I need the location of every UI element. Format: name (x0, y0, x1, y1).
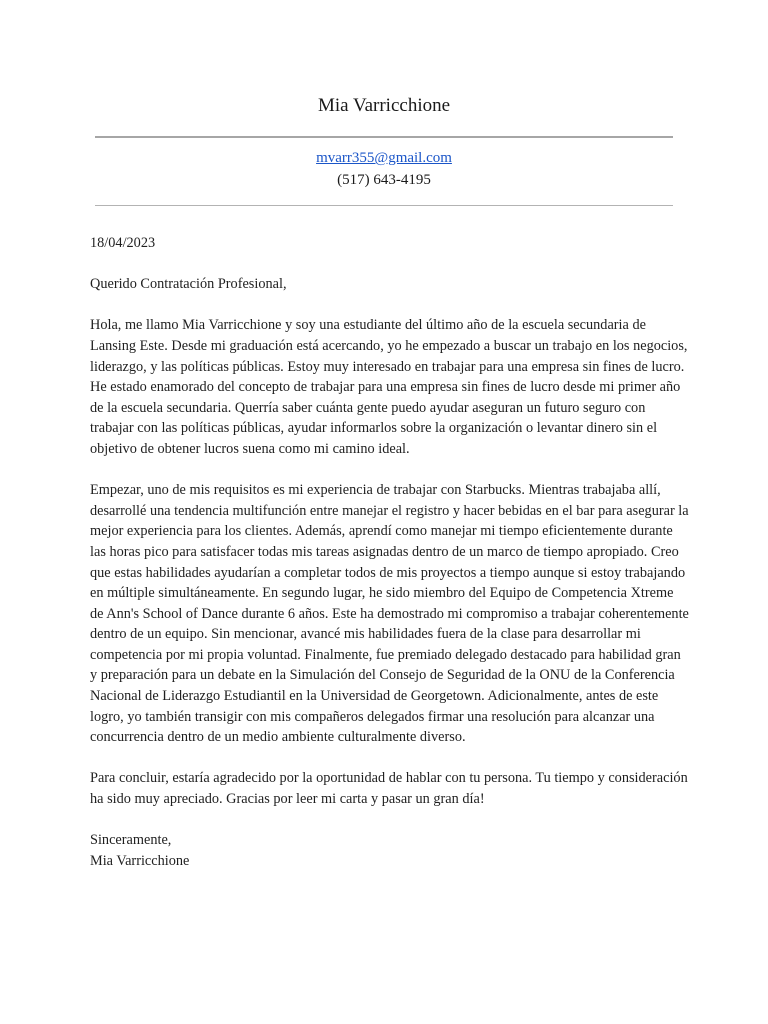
letter-paragraph-conclusion: Para concluir, estaría agradecido por la oportunidad de hablar con tu persona. Tu tiempo y consideración ha sido muy apreciado. Gracias por leer mi carta y pasar un gran día! (90, 770, 688, 808)
letter-signature: Mia Varricchione (90, 852, 190, 869)
letter-paragraph-intro: Hola, me llamo Mia Varricchione y soy una estudiante del último año de la escuela secundaria de Lansing Este. Desde mi graduación está acercando, yo he empezado a buscar un trabajo en los negocios, liderazgo, y las políticas públicas. Estoy muy interesado en trabajar para una empresa sin fines de lucro. He estado enamorado del concepto de trabajar para una empresa sin fines de lucro desde mi primer año de la escuela secundaria. Querría saber cuánta gente puedo ayudar aseguran un futuro seguro con trabajar con las políticas públicas, ayudar informarlos sobre la organización o levantar dinero sin el objetivo de obtener lucros suena como mi camino ideal. (90, 317, 688, 457)
letter-paragraph-experience: Empezar, uno de mis requisitos es mi experiencia de trabajar con Starbucks. Mientras trabajaba allí, desarrollé una tendencia multifunción entre manejar el registro y hacer bebidas en el bar para asegurar la mejor experiencia para los clientes. Además, aprendí como manejar mi tiempo eficientemente durante las horas pico para satisfacer todas mis tareas asignadas dentro de un marco de tiempo apropiado. Creo que estas habilidades ayudarían a completar todos de mis proyectos a tiempo aunque si estoy trabajando en múltiple simultáneamente. En segundo lugar, he sido miembro del Equipo de Competencia Xtreme de Ann's School of Dance durante 6 años. Este ha demostrado mi compromiso a trabajar coherentemente dentro de un equipo. Sin mencionar, avancé mis habilidades fuera de la clase para desarrollar mi competencia por mi propia voluntad. Finalmente, fue premiado delegado destacado para habilidad gran y preparación para un debate en la Simulación del Consejo de Seguridad de la ONU de la Conferencia Nacional de Liderazgo Estudiantil en la Universidad de Georgetown. Adicionalmente, antes de este logro, yo también transigir con mis compañeros delegados firmar una resolución para alcanzar una concurrencia dentro de un medio ambiente culturalmente diverso. (90, 482, 689, 746)
header-divider-top (95, 136, 673, 138)
email-link[interactable]: mvarr355@gmail.com (316, 150, 452, 166)
email-line (0, 148, 768, 168)
sender-name: Mia Varricchione (317, 95, 451, 116)
letter-salutation: Querido Contratación Profesional, (90, 276, 287, 293)
phone-number: (517) 643-4195 (337, 172, 431, 188)
letter-closing: Sinceramente, (90, 832, 172, 849)
header-divider-bottom (95, 205, 673, 206)
letter-body (90, 233, 690, 871)
letter-date: 18/04/2023 (90, 235, 156, 251)
